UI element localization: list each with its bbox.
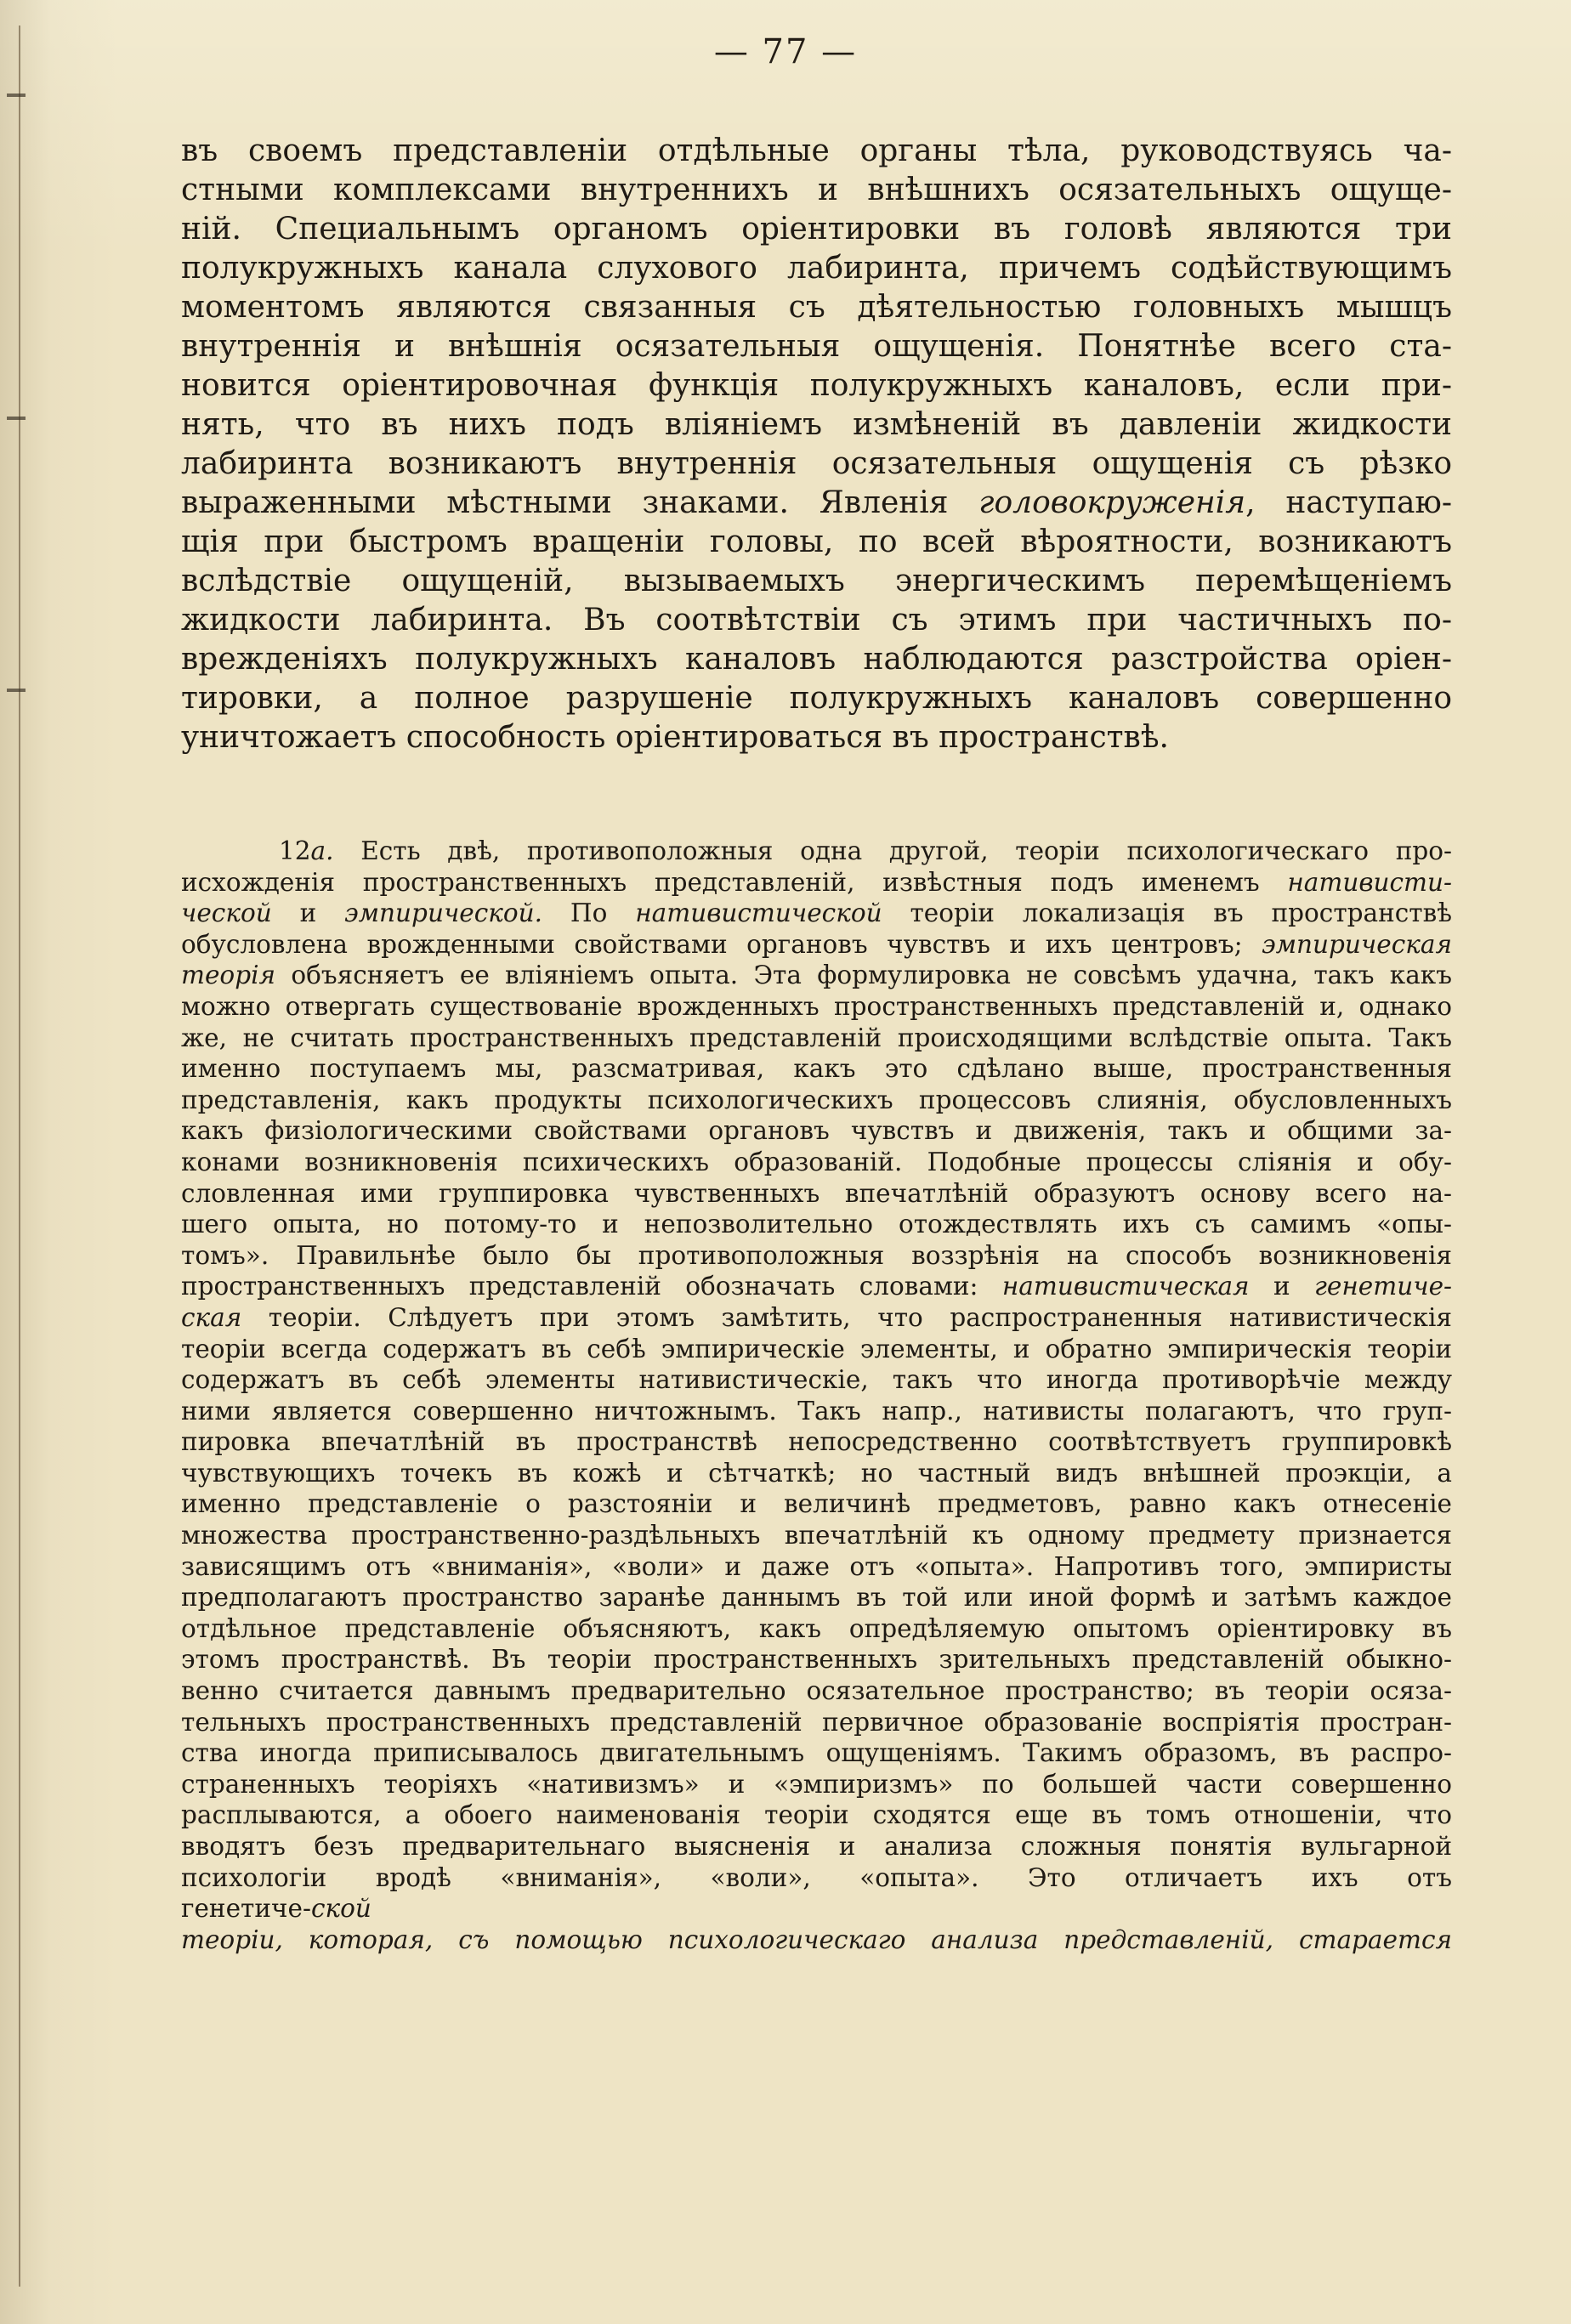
italic-term: ской [310, 1894, 371, 1924]
text-run: и [271, 898, 345, 928]
text-run: , наступаю- [1245, 485, 1452, 520]
text-line: вслѣдствіе ощущеній, вызываемыхъ энергическимъ перемѣщеніемъ [181, 564, 1452, 598]
italic-term: головокруженія [978, 485, 1246, 520]
text-line [181, 929, 1452, 961]
text-line: предполагаютъ пространство заранѣе даннымъ въ той или иной формѣ и затѣмъ каждое [181, 1583, 1452, 1613]
paragraph-12a [181, 836, 1452, 1955]
italic-term: ческой [181, 898, 272, 928]
text-line [181, 1893, 1452, 1924]
text-line: этомъ пространствѣ. Въ теоріи пространственныхъ зрительныхъ представленій обыкно- [181, 1645, 1452, 1675]
paragraph-orientation [181, 132, 1452, 757]
text-line: же, не считать пространственныхъ представленій происходящими вслѣдствіе опыта. Такъ [181, 1023, 1452, 1052]
text-line: нять, что въ нихъ подъ вліяніемъ измѣненій въ давленіи жидкости [181, 407, 1452, 442]
text-line: психологіи вродѣ «вниманія», «воли», «опыта». Это отличаетъ ихъ отъ [181, 1862, 1452, 1892]
text-line [181, 1271, 1452, 1302]
edge-mark [7, 94, 26, 97]
text-line: ній. Специальнымъ органомъ оріентировки въ головѣ являются три [181, 212, 1452, 247]
text-run: По [542, 898, 636, 928]
text-line [181, 484, 1452, 523]
text-line: страненныхъ теоріяхъ «нативизмъ» и «эмпиризмъ» по большей части совершенно [181, 1769, 1452, 1799]
text-line: тировки, а полное разрушеніе полукружныхъ каналовъ совершенно [181, 681, 1452, 716]
text-line: представленія, какъ продукты психологическихъ процессовъ слиянія, обусловленныхъ [181, 1085, 1452, 1114]
section-number: 12 [279, 836, 311, 865]
text-line [181, 1302, 1452, 1334]
edge-mark [7, 417, 26, 420]
text-run: генетиче- [181, 1894, 311, 1924]
text-line: пировка впечатлѣній въ пространствѣ непосредственно соотвѣтствуетъ группировкѣ [181, 1427, 1452, 1457]
text-line: именно представленіе о разстояніи и величинѣ предметовъ, равно какъ отнесеніе [181, 1489, 1452, 1519]
text-line: множества пространственно-раздѣльныхъ впечатлѣній къ одному предмету признается [181, 1521, 1452, 1550]
text-run: Есть двѣ, противоположныя одна другой, теоріи психологическаго про- [333, 836, 1452, 865]
text-run: обусловлена врожденными свойствами органовъ чувствъ и ихъ центровъ; [181, 929, 1262, 959]
text-line: уничтожаетъ способность оріентироваться въ пространствѣ. [181, 720, 1169, 755]
italic-term: ская [181, 1302, 242, 1332]
text-line: стными комплексами внутреннихъ и внѣшнихъ осязательныхъ ощуще- [181, 173, 1452, 207]
text-line [181, 960, 1452, 991]
text-line: словленная ими группировка чувственныхъ впечатлѣній образуютъ основу всего на- [181, 1178, 1452, 1208]
text-line: венно считается давнымъ предварительно осязательное пространство; въ теоріи осяза- [181, 1676, 1452, 1706]
italic-term: теоріи, которая, съ помощью психологическаго анализа представленій, старается [181, 1924, 1452, 1954]
text-run: и [1249, 1272, 1314, 1301]
text-line: расплываются, а обоего наименованія теоріи сходятся еще въ томъ отношеніи, что [181, 1800, 1452, 1830]
text-line: чувствующихъ точекъ въ кожѣ и сѣтчаткѣ; но частный видъ внѣшней проэкціи, а [181, 1458, 1452, 1488]
text-line: теоріи всегда содержатъ въ себѣ эмпирическіе элементы, и обратно эмпирическія теоріи [181, 1334, 1452, 1363]
italic-term: эмпирической. [344, 898, 543, 928]
text-line: ними является совершенно ничтожнымъ. Такъ напр., нативисты полагаютъ, что груп- [181, 1396, 1452, 1426]
text-line: внутреннія и внѣшнія осязательныя ощущенія. Понятнѣе всего ста- [181, 329, 1452, 364]
text-line: моментомъ являются связанныя съ дѣятельностью головныхъ мышцъ [181, 290, 1452, 325]
text-run: теоріи локализація въ пространствѣ [882, 898, 1453, 928]
text-line: щія при быстромъ вращеніи головы, по всей вѣроятности, возникаютъ [181, 524, 1452, 559]
text-line: вводятъ безъ предварительнаго выясненія и анализа сложныя понятія вульгарной [181, 1832, 1452, 1861]
text-line: лабиринта возникаютъ внутреннія осязательныя ощущенія съ рѣзко [181, 446, 1452, 481]
text-line: можно отвергать существованіе врожденныхъ пространственныхъ представленій и, однако [181, 991, 1452, 1021]
binding-edge [19, 26, 20, 2287]
text-line: полукружныхъ канала слухового лабиринта, причемъ содѣйствующимъ [181, 251, 1452, 286]
section-letter: а. [310, 836, 334, 865]
text-run: выраженными мѣстными знаками. Явленія [181, 485, 979, 520]
italic-term: генетиче- [1313, 1272, 1452, 1301]
text-line [181, 898, 1452, 929]
text-line: тельныхъ пространственныхъ представленій первичное образованіе воспріятія простран- [181, 1707, 1452, 1737]
page-number: — 77 — [713, 32, 858, 71]
text-line: въ своемъ представленіи отдѣльные органы тѣла, руководствуясь ча- [181, 133, 1452, 168]
text-run: теоріи. Слѣдуетъ при этомъ замѣтить, что распространенныя нативистическія [241, 1302, 1452, 1332]
edge-mark [7, 689, 26, 692]
italic-term: нативистической [635, 898, 882, 928]
italic-term: эмпирическая [1262, 929, 1452, 959]
text-line [181, 836, 1452, 867]
text-line: содержатъ въ себѣ элементы нативистическіе, такъ что иногда противорѣчіе между [181, 1365, 1452, 1395]
text-line: новится оріентировочная функція полукружныхъ каналовъ, если при- [181, 368, 1452, 403]
text-line: зависящимъ отъ «вниманія», «воли» и даже отъ «опыта». Напротивъ того, эмпиристы [181, 1551, 1452, 1581]
italic-term: нативисти- [1287, 867, 1452, 897]
text-line: ства иногда приписывалось двигательнымъ ощущеніямъ. Такимъ образомъ, въ распро- [181, 1738, 1452, 1768]
italic-term: нативистическая [1001, 1272, 1250, 1301]
text-run: объясняетъ ее вліяніемъ опыта. Эта формулировка не совсѣмъ удачна, такъ какъ [275, 961, 1452, 990]
text-line: отдѣльное представленіе объясняютъ, какъ опредѣляемую опытомъ оріентировку въ [181, 1613, 1452, 1643]
text-line [181, 867, 1452, 898]
text-line [181, 1924, 1452, 1956]
text-line: врежденіяхъ полукружныхъ каналовъ наблюдаются разстройства оріен- [181, 642, 1452, 677]
text-line: именно поступаемъ мы, разсматривая, какъ это сдѣлано выше, пространственныя [181, 1054, 1452, 1084]
text-line: томъ». Правильнѣе было бы противоположныя воззрѣнія на способъ возникновенія [181, 1240, 1452, 1270]
text-line: жидкости лабиринта. Въ соотвѣтствіи съ этимъ при частичныхъ по- [181, 603, 1452, 638]
italic-term: теорія [181, 961, 276, 990]
text-run: исхожденія пространственныхъ представленій, извѣстныя подъ именемъ [181, 867, 1288, 897]
text-line: какъ физіологическими свойствами органовъ чувствъ и движенія, такъ и общими за- [181, 1116, 1452, 1146]
text-line: шего опыта, но потому-то и непозволительно отождествлять ихъ съ самимъ «опы- [181, 1210, 1452, 1239]
text-run: пространственныхъ представленій обозначать словами: [181, 1272, 1002, 1301]
text-line: конами возникновенія психическихъ образованій. Подобные процессы сліянія и обу- [181, 1147, 1452, 1176]
